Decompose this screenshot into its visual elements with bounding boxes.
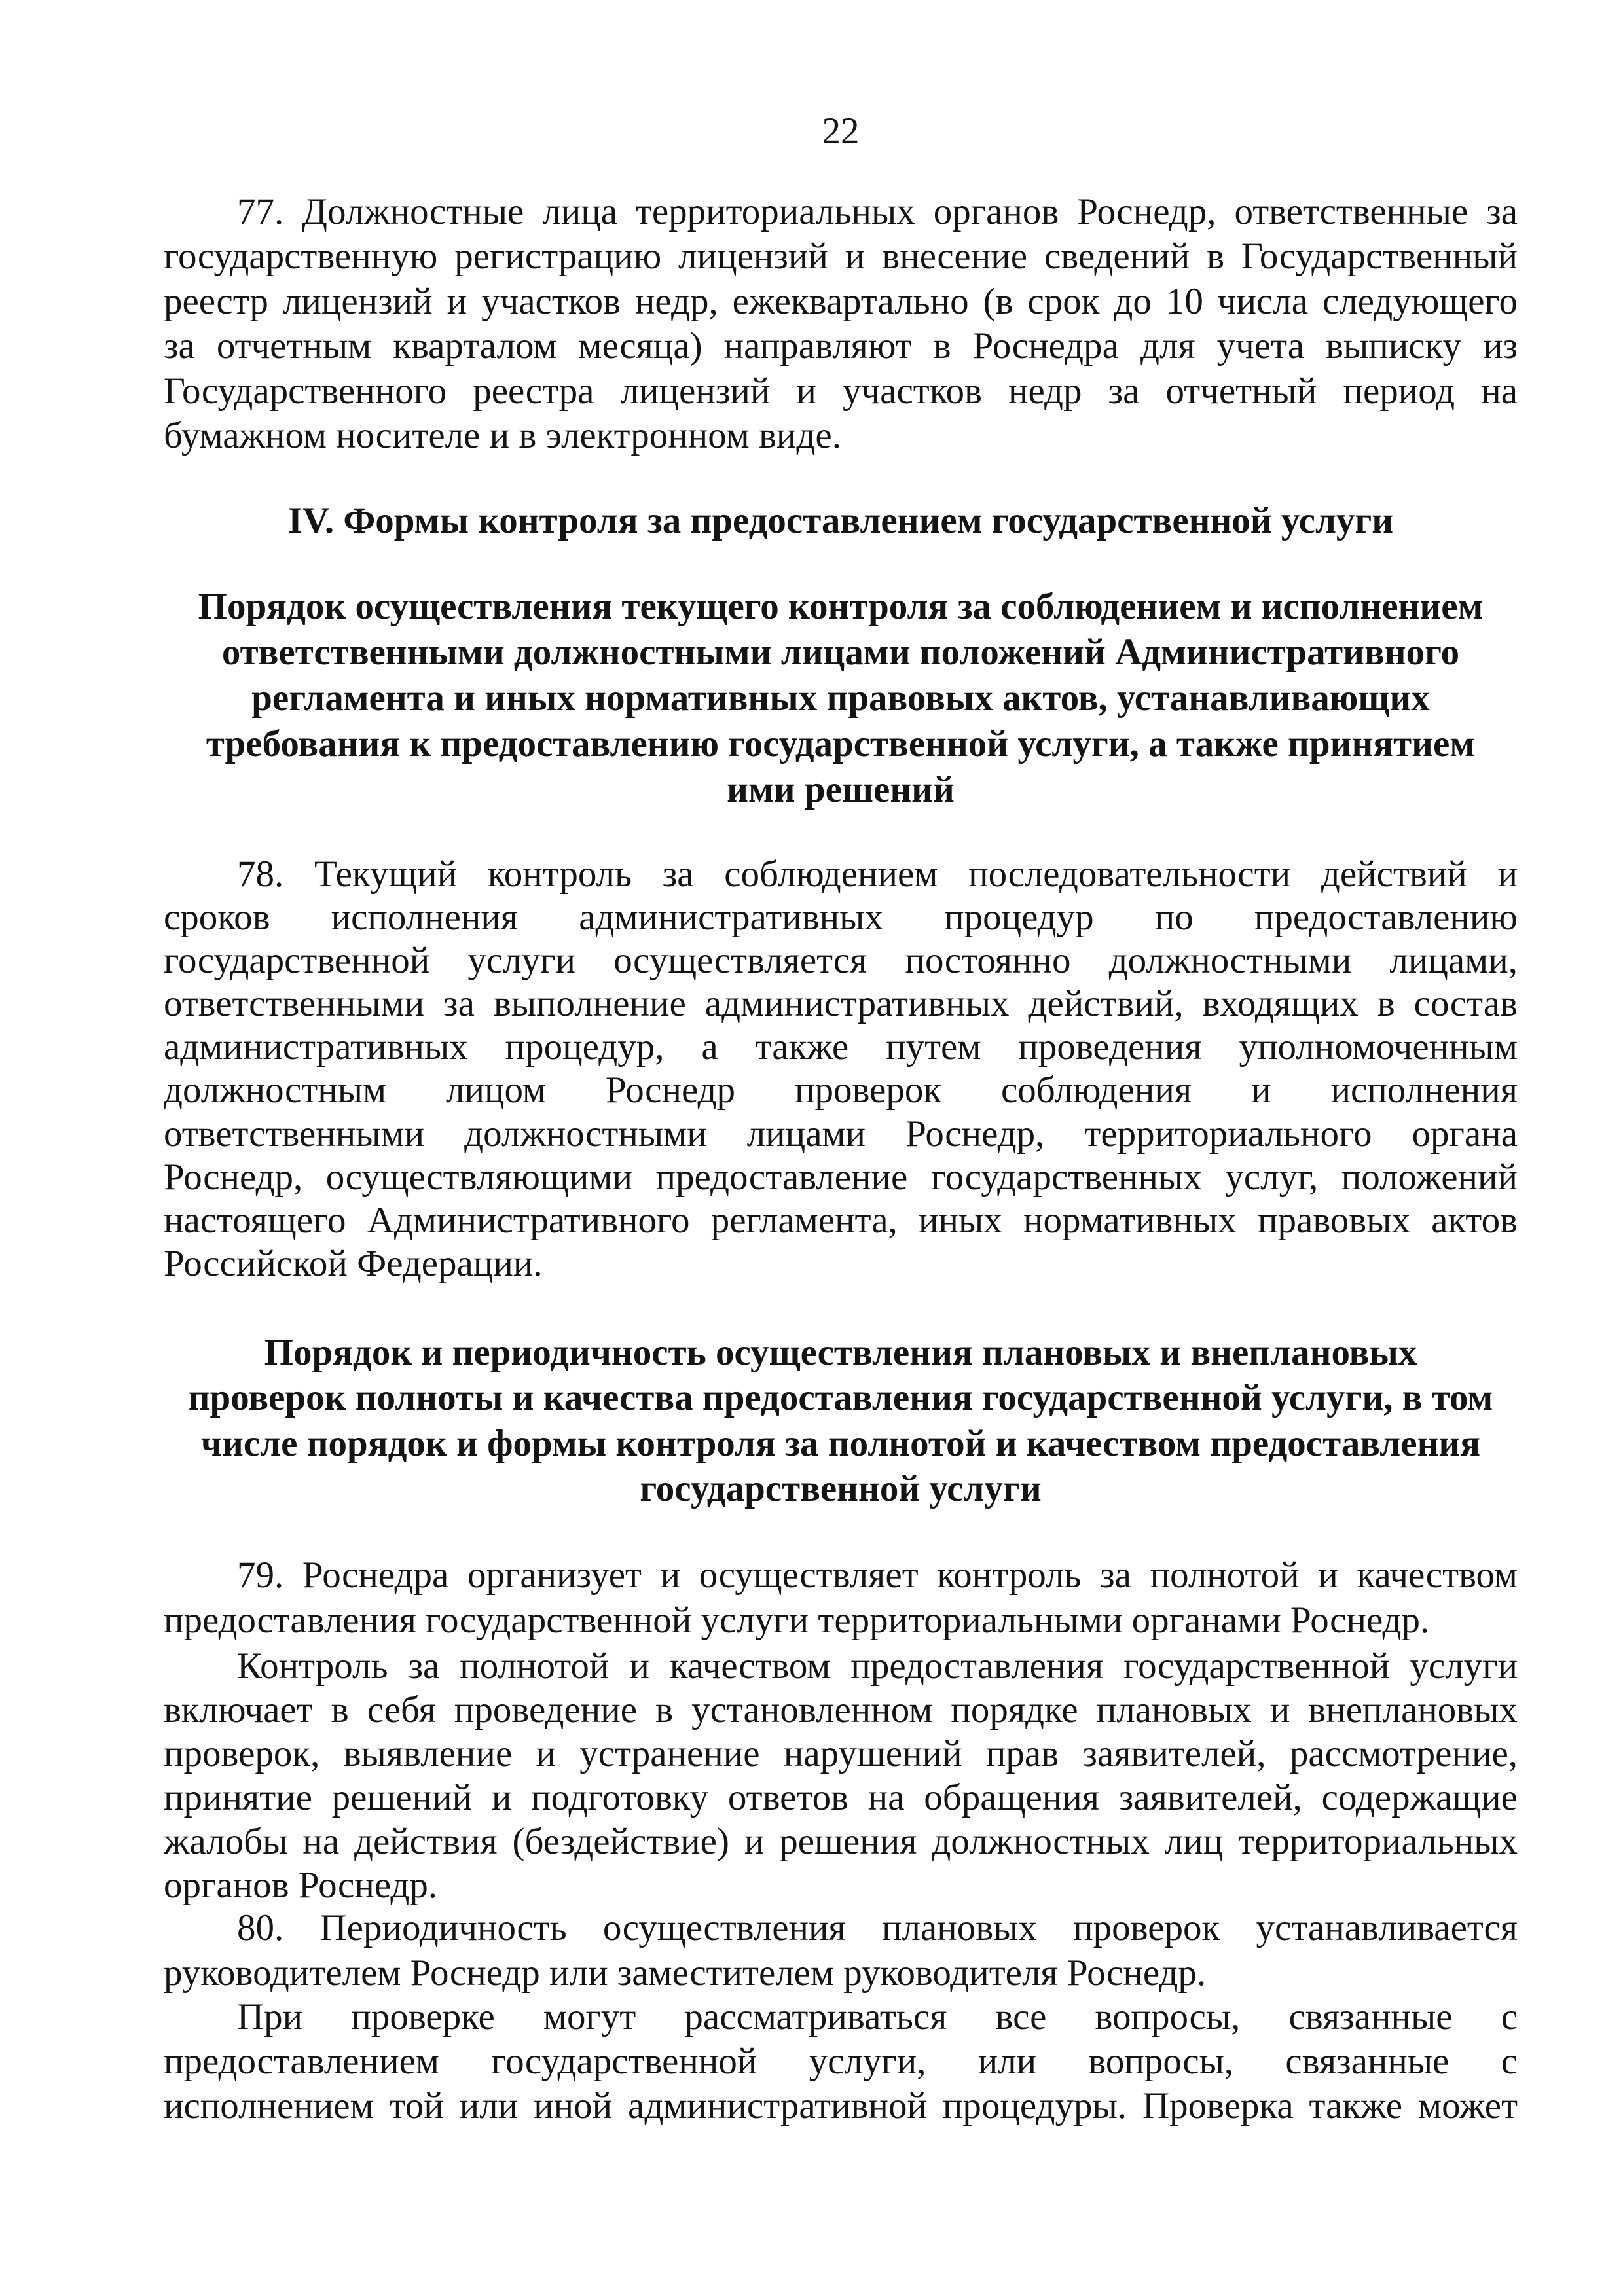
heading-line: требования к предоставлению государственной услуги, а также принятием — [206, 723, 1476, 764]
paragraph-line: органов Роснедр. — [164, 1865, 438, 1906]
paragraph-line: Роснедр, осуществляющими предоставление государственных услуг, положений — [164, 1156, 1518, 1198]
paragraph-control — [164, 1644, 1518, 1907]
paragraph-77 — [164, 190, 1518, 458]
paragraph-line: сроков исполнения административных процедур по предоставлению — [164, 897, 1518, 939]
heading-line: ими решений — [727, 769, 955, 810]
heading-line: числе порядок и формы контроля за полнотой и качеством предоставления — [200, 1422, 1481, 1464]
paragraph-line: предоставления государственной услуги территориальными органами Роснедр. — [164, 1600, 1430, 1641]
section-heading — [164, 499, 1518, 543]
paragraph-78 — [164, 853, 1518, 1285]
paragraph-line: должностным лицом Роснедр проверок соблюдения и исполнения — [164, 1069, 1518, 1111]
paragraph-line: реестр лицензий и участков недр, ежеквартально (в срок до 10 числа следующего — [164, 280, 1518, 322]
heading-line: Порядок осуществления текущего контроля за соблюдением и исполнением — [198, 586, 1484, 627]
paragraph-line: предоставлением государственной услуги, или вопросы, связанные с — [164, 2041, 1518, 2082]
heading-line: государственной услуги — [640, 1467, 1042, 1509]
paragraph-line: 77. Должностные лица территориальных органов Роснедр, ответственные за — [237, 191, 1518, 232]
heading-line: IV. Формы контроля за предоставлением государственной услуги — [287, 500, 1394, 541]
subheading-current-control — [164, 584, 1518, 813]
page-number: 22 — [822, 111, 860, 152]
paragraph-79 — [164, 1552, 1518, 1643]
paragraph-line: государственную регистрацию лицензий и внесение сведений в Государственный — [164, 236, 1518, 278]
paragraph-line: государственной услуги осуществляется постоянно должностными лицами, — [164, 940, 1518, 982]
paragraph-line: за отчетным кварталом месяца) направляют в Роснедра для учета выписку из — [164, 325, 1518, 367]
paragraph-line: административных процедур, а также путем проведения уполномоченным — [164, 1026, 1518, 1068]
paragraph-line: При проверке могут рассматриваться все вопросы, связанные с — [237, 1996, 1518, 2037]
paragraph-line: принятие решений и подготовку ответов на обращения заявителей, содержащие — [164, 1777, 1518, 1818]
paragraph-line: ответственными должностными лицами Роснедр, территориального органа — [164, 1113, 1518, 1155]
paragraph-line: проверок, выявление и устранение нарушений прав заявителей, рассмотрение, — [164, 1733, 1518, 1774]
paragraph-line: жалобы на действия (бездействие) и решения должностных лиц территориальных — [164, 1821, 1518, 1862]
heading-line: ответственными должностными лицами положений Административного — [221, 632, 1460, 673]
paragraph-line: Государственного реестра лицензий и участков недр за отчетный период на — [164, 370, 1518, 412]
heading-line: регламента и иных нормативных правовых актов, устанавливающих — [251, 677, 1430, 719]
paragraph-line: Контроль за полнотой и качеством предоставления государственной услуги — [237, 1645, 1518, 1687]
paragraph-line: ответственными за выполнение административных действий, входящих в состав — [164, 983, 1518, 1025]
subheading-periodicity — [164, 1330, 1518, 1511]
paragraph-80 — [164, 1905, 1518, 1996]
paragraph-line: Российской Федерации. — [164, 1242, 543, 1284]
paragraph-line: 78. Текущий контроль за соблюдением последовательности действий и — [237, 853, 1518, 895]
paragraph-line: включает в себя проведение в установленном порядке плановых и внеплановых — [164, 1689, 1518, 1731]
paragraph-checks — [164, 1995, 1518, 2128]
heading-line: проверок полноты и качества предоставления государственной услуги, в том — [188, 1377, 1493, 1419]
paragraph-line: бумажном носителе и в электронном виде. — [164, 415, 841, 457]
paragraph-line: настоящего Административного регламента, иных нормативных правовых актов — [164, 1199, 1518, 1241]
paragraph-line: 80. Периодичность осуществления плановых проверок устанавливается — [237, 1907, 1518, 1948]
paragraph-line: исполнением той или иной административной процедуры. Проверка также может — [164, 2085, 1518, 2126]
heading-line: Порядок и периодичность осуществления плановых и внеплановых — [264, 1332, 1417, 1373]
paragraph-line: руководителем Роснедр или заместителем руководителя Роснедр. — [164, 1952, 1207, 1994]
paragraph-line: 79. Роснедра организует и осуществляет контроль за полнотой и качеством — [237, 1554, 1518, 1596]
